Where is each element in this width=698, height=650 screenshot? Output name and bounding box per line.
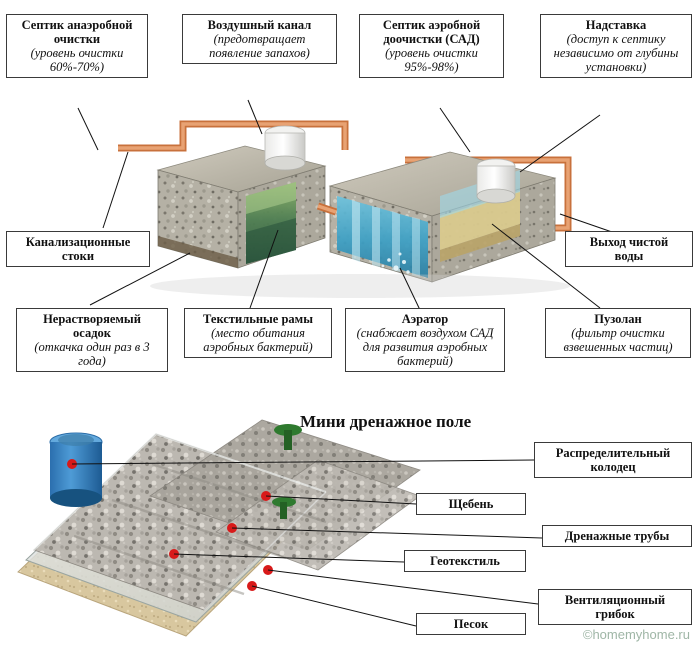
callout-note: (откачка один раз в 3 года): [34, 340, 150, 368]
callout-title-2: грибок: [595, 607, 635, 621]
callout-title: Аэратор: [401, 312, 449, 326]
callout-aerator: [345, 308, 505, 372]
callout-note: (доступ к септику независимо от глубины установки): [553, 32, 679, 74]
callout-ventilation-mushroom: [538, 589, 692, 625]
callout-title: Септик анаэробной: [21, 18, 133, 32]
callout-textile-frames: [184, 308, 332, 358]
callout-title: Геотекстиль: [430, 554, 500, 568]
callout-title-2: колодец: [590, 460, 636, 474]
callout-note: (место обитания аэробных бактерий): [203, 326, 313, 354]
callout-sewage-inflow: [6, 231, 150, 267]
callout-insoluble-sediment: [16, 308, 168, 372]
callout-title: Септик аэробной: [382, 18, 481, 32]
callout-title: Дренажные трубы: [564, 529, 670, 543]
callout-geotextile: [404, 550, 526, 572]
callout-septic-anaerobic: [6, 14, 148, 78]
callout-title: Песок: [453, 617, 489, 631]
callout-title: Воздушный канал: [207, 18, 312, 32]
callout-sand: [416, 613, 526, 635]
callout-title-2: осадок: [73, 326, 111, 340]
callout-title: Щебень: [448, 497, 494, 511]
callout-air-channel: [182, 14, 337, 64]
callout-title: Пузолан: [594, 312, 642, 326]
callout-title: Вентиляционный: [564, 593, 666, 607]
callout-note: (уровень очистки 60%-70%): [30, 46, 124, 74]
callout-title: Выход чистой: [589, 235, 669, 249]
callout-title: Текстильные рамы: [203, 312, 313, 326]
callout-title-2: воды: [614, 249, 644, 263]
watermark: ©homemyhome.ru: [582, 627, 690, 642]
callout-title: Надставка: [585, 18, 647, 32]
callout-septic-aerobic: [359, 14, 504, 78]
callout-note: (уровень очистки 95%-98%): [385, 46, 478, 74]
callout-title: Распределительный: [555, 446, 671, 460]
callout-title-2: стоки: [61, 249, 95, 263]
callout-title: Нерастворяемый: [43, 312, 141, 326]
callout-drainage-pipes: [542, 525, 692, 547]
callout-clean-water-outlet: [565, 231, 693, 267]
callout-title: Канализационные: [25, 235, 131, 249]
callout-note: (предотвращает появление запахов): [209, 32, 310, 60]
callout-note: (снабжает воздухом САД для развития аэробных бактерий): [356, 326, 494, 368]
bottom-section-title: Мини дренажное поле: [300, 412, 472, 431]
callout-pozzolan: [545, 308, 691, 358]
callout-superstructure: [540, 14, 692, 78]
callout-note: (фильтр очистки взвешенных частиц): [563, 326, 673, 354]
callout-distribution-well: [534, 442, 692, 478]
callout-crushed-stone: [416, 493, 526, 515]
callout-title-2: доочистки (САД): [383, 32, 480, 46]
callout-title-2: очистки: [53, 32, 101, 46]
